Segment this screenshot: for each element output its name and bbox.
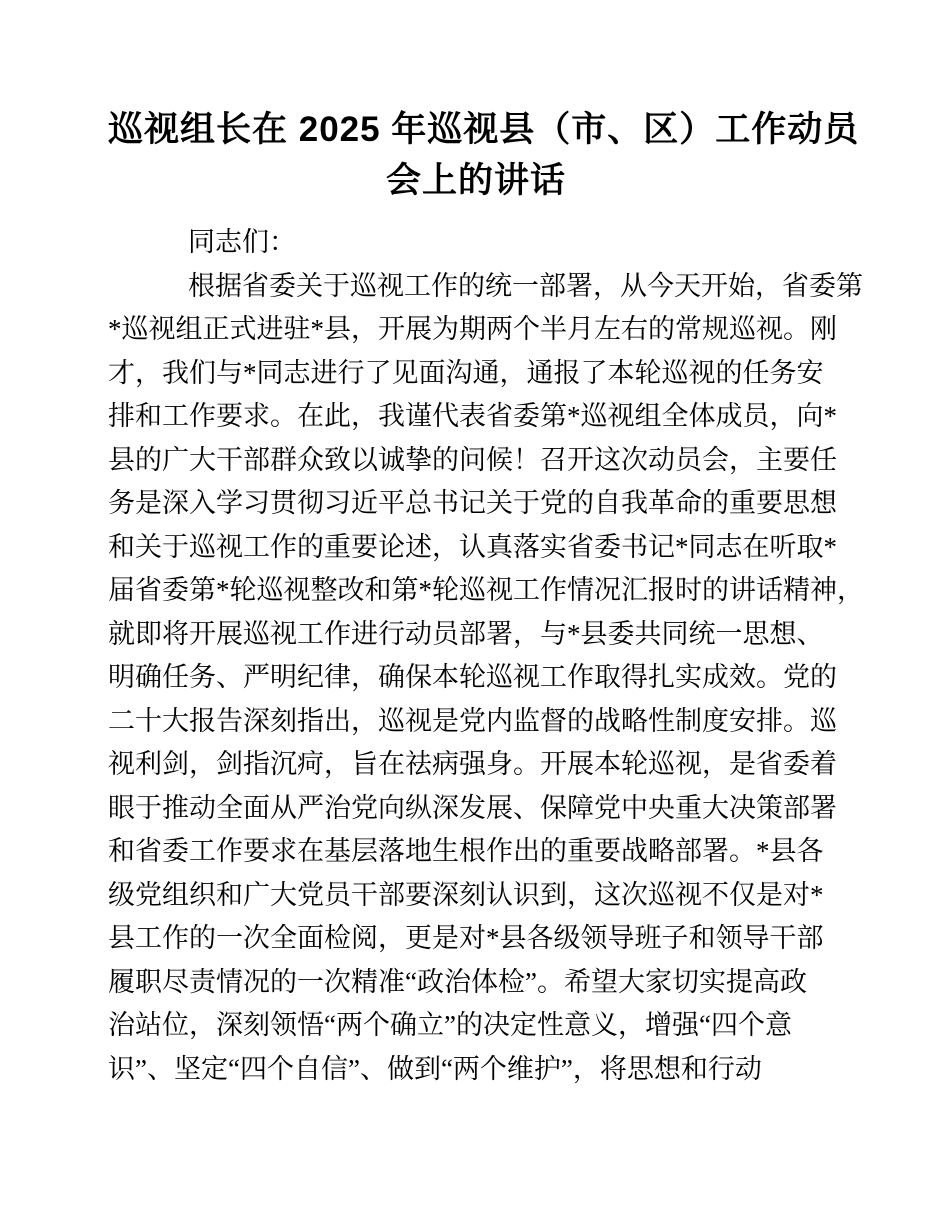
paragraph-line: 履职尽责情况的一次精准“政治体检”。希望大家切实提高政 (108, 966, 807, 997)
paragraph-line: 级党组织和广大党员干部要深刻认识到，这次巡视不仅是对* (108, 879, 824, 910)
paragraph-line: 届省委第*轮巡视整改和第*轮巡视工作情况汇报时的讲话精神， (108, 575, 864, 605)
paragraph-line: 识”、坚定“四个自信”、做到“两个维护”，将思想和行动 (108, 1053, 762, 1084)
paragraph-line: 务是深入学习贯彻习近平总书记关于党的自我革命的重要思想 (108, 488, 837, 518)
paragraph-line: 和关于巡视工作的重要论述，认真落实省委书记*同志在听取* (108, 531, 837, 562)
paragraph-line: 眼于推动全面从严治党向纵深发展、保障党中央重大决策部署 (108, 792, 837, 823)
paragraph-line: 排和工作要求。在此，我谨代表省委第*巡视组全体成员，向* (108, 401, 837, 431)
paragraph-line: 治站位，深刻领悟“两个确立”的决定性意义，增强“四个意 (108, 1010, 792, 1040)
title-line-1: 巡视组长在 2025 年巡视县（市、区）工作动员 (108, 110, 860, 149)
paragraph-line: 县工作的一次全面检阅，更是对*县各级领导班子和领导干部 (108, 923, 824, 953)
paragraph-line: 根据省委关于巡视工作的统一部署，从今天开始，省委第 (188, 270, 863, 301)
paragraph-line: 明确任务、严明纪律，确保本轮巡视工作取得扎实成效。党的 (108, 662, 837, 692)
document-body (108, 221, 864, 1091)
paragraph-line: *巡视组正式进驻*县，开展为期两个半月左右的常规巡视。刚 (108, 314, 837, 344)
salutation-line: 同志们： (188, 227, 296, 257)
title-line-2: 会上的讲话 (385, 161, 566, 200)
paragraph-line: 视利剑，剑指沉疴，旨在祛病强身。开展本轮巡视，是省委着 (108, 749, 837, 779)
paragraph-line: 才，我们与*同志进行了见面沟通，通报了本轮巡视的任务安 (108, 357, 824, 388)
paragraph-line: 就即将开展巡视工作进行动员部署，与*县委共同统一思想、 (108, 618, 824, 649)
paragraph-line: 二十大报告深刻指出，巡视是党内监督的战略性制度安排。巡 (108, 705, 837, 736)
document-title (108, 104, 860, 206)
paragraph-line: 县的广大干部群众致以诚挚的问候！召开这次动员会，主要任 (108, 444, 837, 475)
paragraph-line: 和省委工作要求在基层落地生根作出的重要战略部署。*县各 (108, 836, 824, 866)
